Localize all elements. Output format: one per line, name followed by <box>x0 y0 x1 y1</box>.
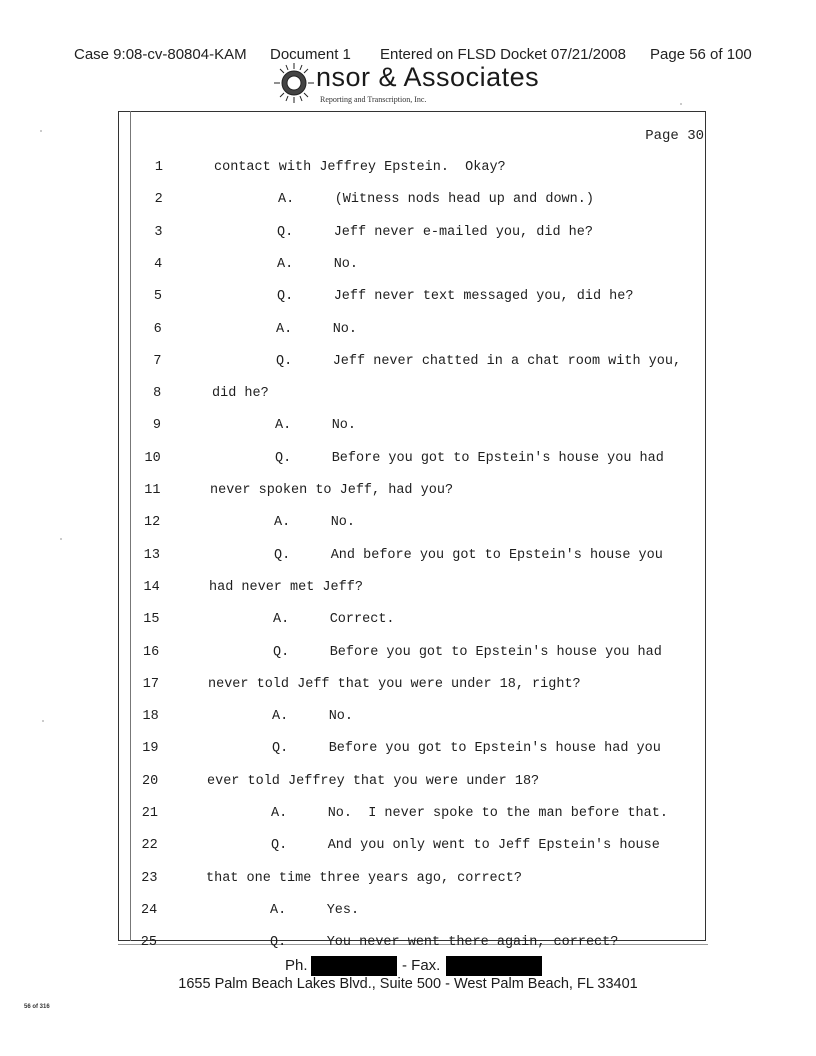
phone-label: Ph. <box>285 957 308 974</box>
line-number: 22 <box>141 838 158 854</box>
redacted-phone <box>311 956 397 976</box>
transcript-line <box>0 289 816 309</box>
line-text: A. (Witness nods head up and down.) <box>278 192 594 208</box>
transcript-line <box>0 645 816 665</box>
scan-speck <box>60 538 62 540</box>
line-number: 18 <box>142 709 159 725</box>
logo-name: nsor & Associates <box>316 62 540 92</box>
line-text: A. Correct. <box>273 612 395 628</box>
transcript-line <box>0 418 816 438</box>
line-text: Q. You never went there again, correct? <box>270 935 619 951</box>
fax-label: - Fax. <box>402 957 441 974</box>
line-text: Q. And before you got to Epstein's house you <box>274 547 663 563</box>
transcript-line <box>0 612 816 632</box>
line-text: Q. Before you got to Epstein's house had you <box>272 741 661 757</box>
line-number: 11 <box>144 483 161 498</box>
line-number: 14 <box>143 579 160 595</box>
transcript-line <box>0 515 816 535</box>
line-text: Q. Before you got to Epstein's house you had <box>273 644 662 660</box>
line-number: 5 <box>153 289 162 305</box>
line-number: 2 <box>154 192 163 208</box>
transcript-line <box>0 741 816 761</box>
address-line: 1655 Palm Beach Lakes Blvd., Suite 500 - West Palm Beach, FL 33401 <box>178 976 638 992</box>
line-text: did he? <box>212 386 269 402</box>
transcript-line <box>0 160 816 180</box>
transcript-line <box>0 709 816 729</box>
line-text: A. No. <box>272 709 354 725</box>
line-text: never told Jeff that you were under 18, right? <box>208 676 581 692</box>
line-number: 7 <box>153 353 162 369</box>
transcript-line <box>0 935 816 955</box>
line-number: 17 <box>142 676 159 692</box>
reporter-logo <box>272 58 572 108</box>
line-number: 9 <box>152 418 161 434</box>
transcript-line <box>0 225 816 245</box>
line-text: Q. And you only went to Jeff Epstein's house <box>271 838 660 854</box>
line-text: Q. Before you got to Epstein's house you had <box>275 450 664 466</box>
transcript-line <box>0 871 816 891</box>
transcript-page-number: Page 30 <box>645 128 704 144</box>
line-text: Q. Jeff never text messaged you, did he? <box>277 289 634 305</box>
transcript-line <box>0 677 816 697</box>
transcript-line <box>0 903 816 923</box>
line-text: ever told Jeffrey that you were under 18? <box>207 773 540 789</box>
scan-speck <box>40 130 42 132</box>
transcript-line <box>0 257 816 277</box>
line-number: 15 <box>143 612 160 628</box>
line-text: Q. Jeff never e-mailed you, did he? <box>277 224 593 240</box>
transcript-line <box>0 806 816 826</box>
scan-speck <box>680 103 682 105</box>
bates-number: 56 of 316 <box>24 1004 50 1010</box>
line-number: 23 <box>141 870 158 886</box>
transcript-line <box>0 838 816 858</box>
line-text: A. No. <box>276 321 358 337</box>
line-number: 21 <box>141 806 158 821</box>
document-label: Document 1 <box>270 46 351 63</box>
transcript-line <box>0 322 816 342</box>
line-number: 3 <box>154 224 163 240</box>
line-number: 19 <box>142 741 159 757</box>
line-number: 16 <box>143 644 160 660</box>
line-text: A. No. I never spoke to the man before that. <box>271 806 668 821</box>
entered-on-docket: Entered on FLSD Docket 07/21/2008 <box>380 46 626 63</box>
contact-line <box>0 956 816 978</box>
line-text: that one time three years ago, correct? <box>206 870 522 886</box>
line-text: Q. Jeff never chatted in a chat room with you, <box>276 353 682 369</box>
line-number: 24 <box>141 902 158 918</box>
transcript-line <box>0 451 816 471</box>
line-text: never spoken to Jeff, had you? <box>210 483 454 498</box>
transcript-line <box>0 386 816 406</box>
transcript-line <box>0 354 816 374</box>
line-number: 20 <box>142 773 159 789</box>
transcript-line <box>0 548 816 568</box>
transcript-line <box>0 774 816 794</box>
transcript-line <box>0 483 816 503</box>
page-of-total: Page 56 of 100 <box>650 46 752 63</box>
line-number: 25 <box>140 935 157 951</box>
line-text: A. No. <box>274 515 356 531</box>
line-number: 8 <box>153 386 162 402</box>
line-number: 10 <box>144 450 161 466</box>
line-number: 6 <box>153 321 162 337</box>
line-number: 13 <box>143 547 160 563</box>
line-number: 12 <box>144 515 161 531</box>
transcript-line <box>0 192 816 212</box>
scan-speck <box>42 720 44 722</box>
line-text: had never met Jeff? <box>209 579 363 595</box>
line-text: A. Yes. <box>270 902 360 918</box>
line-number: 1 <box>154 160 163 175</box>
logo-subtitle: Reporting and Transcription, Inc. <box>320 95 427 104</box>
line-text: A. No. <box>275 418 357 434</box>
redacted-fax <box>446 956 542 976</box>
seal-icon <box>272 62 322 104</box>
line-text: A. No. <box>277 256 359 272</box>
line-number: 4 <box>154 256 163 272</box>
transcript-line <box>0 580 816 600</box>
case-number: Case 9:08-cv-80804-KAM <box>74 46 247 63</box>
line-text: contact with Jeffrey Epstein. Okay? <box>214 160 506 175</box>
